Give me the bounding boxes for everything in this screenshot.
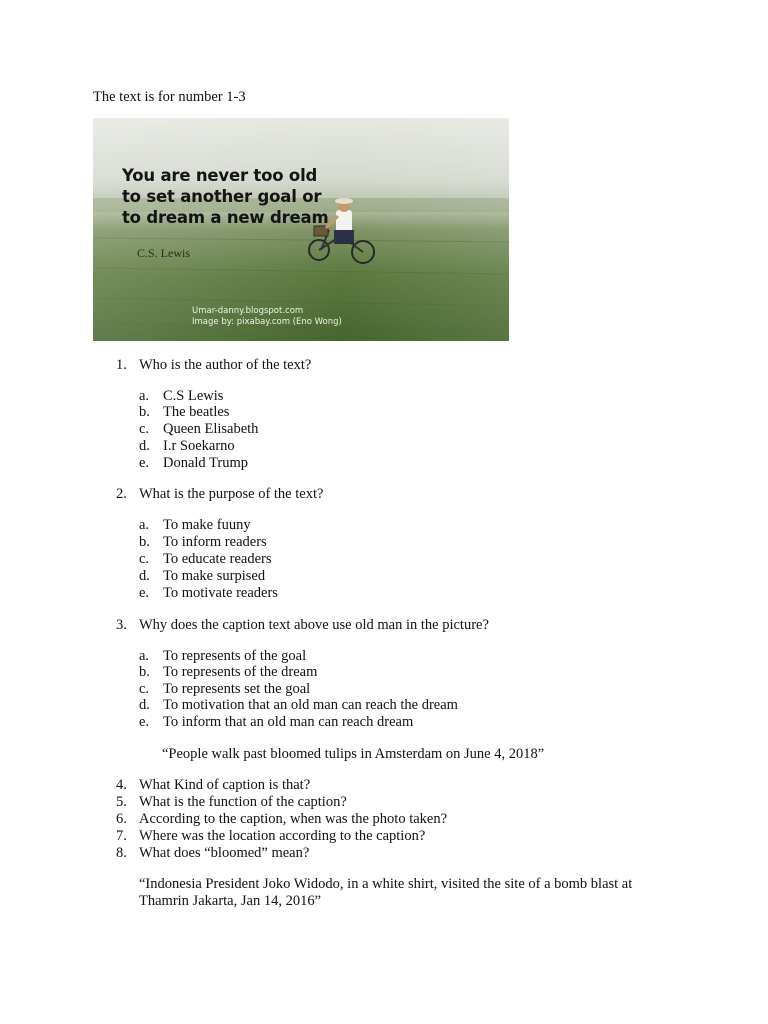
option-text: To represents of the goal [163,648,307,664]
option-letter: e. [139,585,150,601]
question-text: What Kind of caption is that? [139,777,311,793]
option-letter: c. [139,551,150,567]
question-number: 3. [116,617,127,633]
option-letter: a. [139,388,150,404]
question-text: Why does the caption text above use old man in the picture? [139,617,489,633]
question-number: 7. [116,828,127,844]
caption-quote: “People walk past bloomed tulips in Amsterdam on June 4, 2018” [162,746,545,762]
quote-author: C.S. Lewis [137,246,191,260]
option-letter: b. [139,534,150,550]
option-text: To make surpised [163,568,266,584]
option-text: The beatles [163,404,230,420]
option-letter: a. [139,517,150,533]
poster-credit: Image by: pixabay.com (Eno Wong) [192,317,342,327]
option-text: Donald Trump [163,455,249,471]
question-number: 1. [116,357,127,373]
option-letter: e. [139,714,150,730]
option-text: To inform that an old man can reach dream [163,714,414,730]
quote-line: You are never too old [122,166,318,185]
option-letter: e. [139,455,150,471]
quote-line: to set another goal or [122,187,322,206]
question-text: What is the function of the caption? [139,794,347,810]
poster-credit: Umar-danny.blogspot.com [192,306,304,316]
question-text: What is the purpose of the text? [139,486,324,502]
question-number: 2. [116,486,127,502]
quote-line: to dream a new dream [122,208,329,227]
question-number: 6. [116,811,127,827]
caption-quote: Thamrin Jakarta, Jan 14, 2016” [139,893,322,909]
option-text: C.S Lewis [163,388,224,404]
option-letter: d. [139,697,150,713]
option-text: To motivation that an old man can reach the dream [163,697,458,713]
option-letter: d. [139,438,150,454]
option-text: To inform readers [163,534,267,550]
option-letter: b. [139,404,150,420]
intro-text: The text is for number 1-3 [93,89,246,105]
question-number: 8. [116,845,127,861]
caption-quote: “Indonesia President Joko Widodo, in a white shirt, visited the site of a bomb blast at [139,876,633,892]
option-text: To represents set the goal [163,681,311,697]
option-text: To motivate readers [163,585,278,601]
option-letter: a. [139,648,150,664]
question-number: 5. [116,794,127,810]
question-text: Where was the location according to the caption? [139,828,426,844]
option-text: I.r Soekarno [163,438,235,454]
option-letter: b. [139,664,150,680]
option-letter: c. [139,681,150,697]
option-text: To educate readers [163,551,272,567]
option-text: To make fuuny [163,517,251,533]
option-text: Queen Elisabeth [163,421,259,437]
quote-poster [93,118,509,341]
question-text: According to the caption, when was the photo taken? [139,811,448,827]
question-number: 4. [116,777,127,793]
question-text: Who is the author of the text? [139,357,312,373]
option-text: To represents of the dream [163,664,318,680]
question-text: What does “bloomed” mean? [139,845,310,861]
option-letter: c. [139,421,150,437]
option-letter: d. [139,568,150,584]
